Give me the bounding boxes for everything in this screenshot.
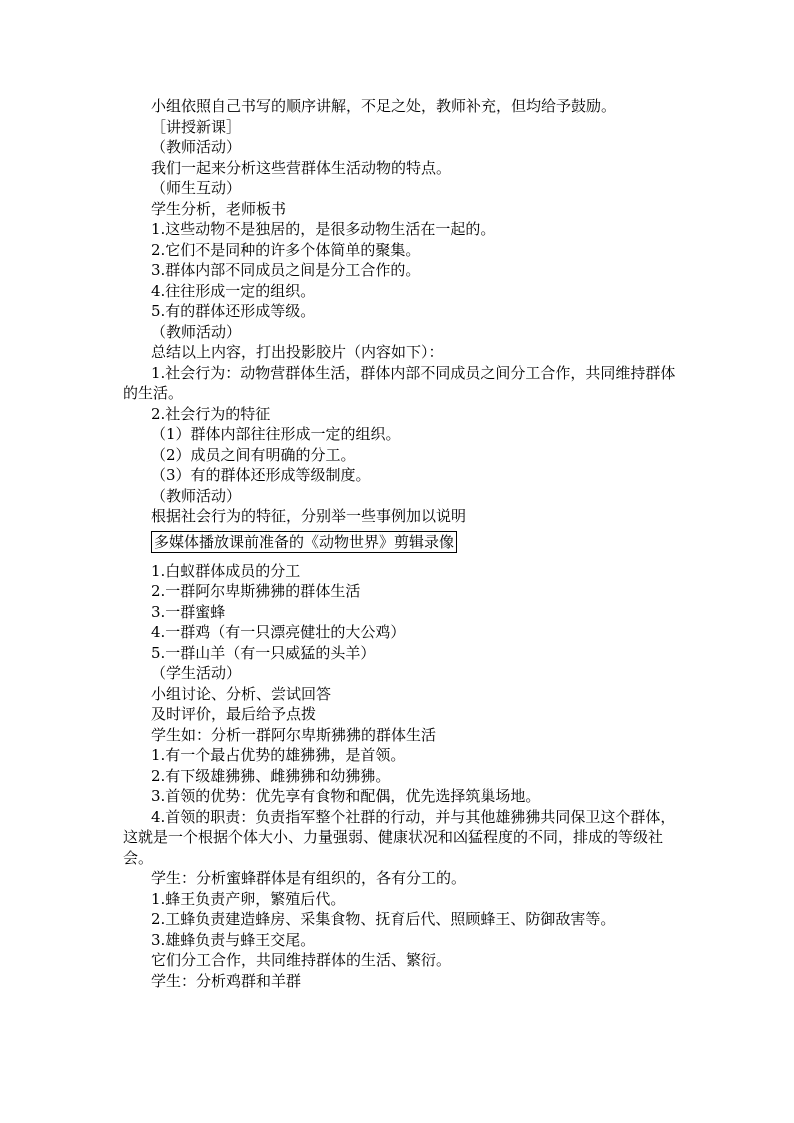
activity-label: （教师活动）: [151, 138, 242, 156]
list-item: 1.社会行为：动物营群体生活，群体内部不同成员之间分工合作，共同维持群体的生活。: [123, 363, 676, 402]
list-item: 5.一群山羊（有一只威猛的头羊）: [151, 643, 376, 662]
list-item: 2.社会行为的特征: [151, 404, 271, 423]
section-heading: ［讲授新课］: [151, 117, 242, 136]
paragraph: 学生：分析蜜蜂群体是有组织的，各有分工的。: [151, 869, 467, 887]
sub-list-item: （3）有的群体还形成等级制度。: [151, 466, 371, 484]
paragraph: 总结以上内容，打出投影胶片（内容如下）：: [151, 343, 444, 361]
activity-label: （教师活动）: [151, 322, 242, 341]
list-item: 1.这些动物不是独居的，是很多动物生活在一起的。: [151, 220, 496, 238]
list-item: 3.群体内部不同成员之间是分工合作的。: [151, 261, 421, 279]
paragraph: 学生：分析鸡群和羊群: [151, 971, 302, 990]
list-item: 2.有下级雄狒狒、雌狒狒和幼狒狒。: [151, 766, 391, 785]
document-body: [123, 96, 677, 991]
list-item: 1.白蚁群体成员的分工: [151, 561, 301, 580]
paragraph: 根据社会行为的特征，分别举一些事例加以说明: [151, 507, 467, 525]
sub-list-item: （1）群体内部往往形成一定的组织。: [151, 425, 401, 443]
list-item: 2.一群阿尔卑斯狒狒的群体生活: [151, 582, 361, 600]
list-item: 1.蜂王负责产卵，繁殖后代。: [151, 889, 346, 908]
paragraph: 及时评价，最后给予点拨: [151, 705, 317, 723]
activity-label: （教师活动）: [151, 486, 242, 505]
list-item: 4.一群鸡（有一只漂亮健壮的大公鸡）: [151, 623, 406, 641]
list-item: 3.雄蜂负责与蜂王交尾。: [151, 930, 316, 949]
paragraph: 学生分析，老师板书: [151, 199, 287, 218]
list-item: 2.它们不是同种的许多个体简单的聚集。: [151, 240, 421, 259]
list-item: 2.工蜂负责建造蜂房、采集食物、抚育后代、照顾蜂王、防御敌害等。: [151, 910, 616, 928]
list-item: 3.首领的优势：优先享有食物和配偶，优先选择筑巢场地。: [151, 787, 541, 805]
activity-label: （学生活动）: [151, 664, 242, 682]
list-item: 4.往往形成一定的组织。: [151, 281, 316, 300]
paragraph: 我们一起来分析这些营群体生活动物的特点。: [151, 158, 452, 177]
sub-list-item: （2）成员之间有明确的分工。: [151, 445, 356, 464]
activity-label: （师生互动）: [151, 179, 242, 197]
list-item: 4.首领的职责：负责指军整个社群的行动，并与其他雄狒狒共同保卫这个群体，这就是一个根据个体大小、力量强弱、健康状况和凶猛程度的不同，排成的等级社会。: [123, 807, 676, 867]
boxed-note: 多媒体播放课前准备的《动物世界》剪辑录像: [151, 531, 457, 553]
list-item: 1.有一个最占优势的雄狒狒，是首领。: [151, 746, 406, 764]
list-item: 3.一群蜜蜂: [151, 602, 226, 621]
paragraph: 小组依照自己书写的顺序讲解，不足之处，教师补充，但均给予鼓励。: [151, 97, 617, 115]
paragraph: 学生如：分析一群阿尔卑斯狒狒的群体生活: [151, 725, 437, 744]
paragraph: 小组讨论、分析、尝试回答: [151, 684, 332, 703]
paragraph: 它们分工合作，共同维持群体的生活、繁衍。: [151, 951, 452, 969]
list-item: 5.有的群体还形成等级。: [151, 302, 316, 320]
